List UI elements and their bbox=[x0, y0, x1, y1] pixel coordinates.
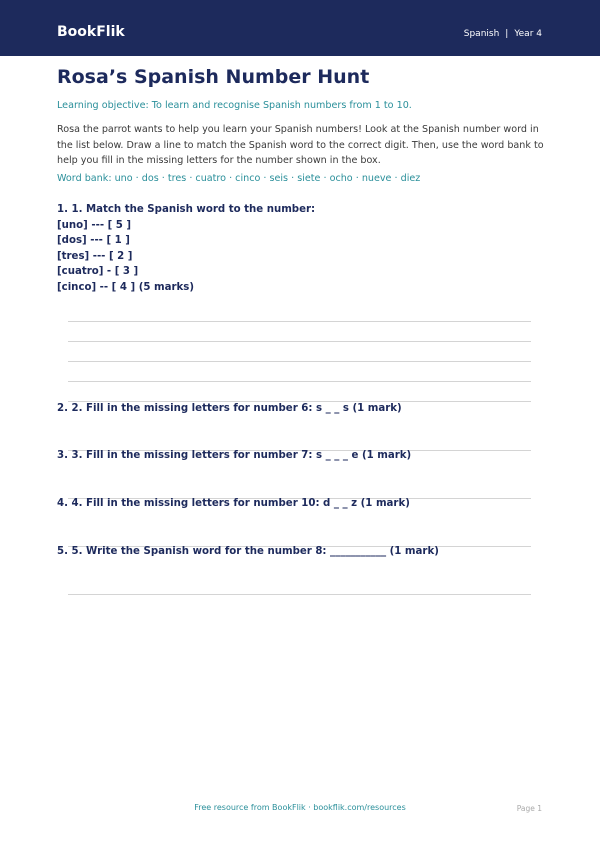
worksheet-title: Rosa’s Spanish Number Hunt bbox=[57, 66, 370, 88]
question-1 bbox=[57, 202, 315, 296]
answer-line[interactable] bbox=[68, 361, 531, 362]
brand-logo: BookFlik bbox=[57, 24, 125, 40]
header-separator: | bbox=[505, 29, 509, 39]
header-meta bbox=[464, 28, 542, 40]
match-line: [tres] --- [ 2 ] bbox=[57, 250, 133, 262]
match-line: [cinco] -- [ 4 ] (5 marks) bbox=[57, 281, 195, 293]
question-4: 4. 4. Fill in the missing letters for number 10: d _ _ z (1 mark) bbox=[57, 498, 410, 509]
word-bank: Word bank: uno · dos · tres · cuatro · cinco · seis · siete · ocho · nueve · diez bbox=[57, 173, 421, 184]
answer-line[interactable] bbox=[68, 341, 531, 342]
subject-label: Spanish bbox=[463, 29, 500, 39]
question-2: 2. 2. Fill in the missing letters for number 6: s _ _ s (1 mark) bbox=[57, 403, 402, 414]
learning-objective: Learning objective: To learn and recognise Spanish numbers from 1 to 10. bbox=[57, 100, 412, 111]
answer-line[interactable] bbox=[68, 381, 531, 382]
answer-line[interactable] bbox=[68, 594, 531, 595]
year-label: Year 4 bbox=[514, 29, 542, 39]
footer-credit: Free resource from BookFlik · bookflik.com/resources bbox=[194, 803, 406, 812]
answer-line[interactable] bbox=[68, 321, 531, 322]
page-number: Page 1 bbox=[516, 804, 542, 813]
match-line: [cuatro] - [ 3 ] bbox=[57, 266, 139, 278]
intro-text: Rosa the parrot wants to help you learn your Spanish numbers! Look at the Spanish number word in the list below. Draw a line to match the Spanish word to the correct digit. Then, use the word bank to help you fill in the missing letters for the number shown in the box. bbox=[57, 124, 544, 166]
question-3: 3. 3. Fill in the missing letters for number 7: s _ _ _ e (1 mark) bbox=[57, 450, 412, 461]
match-line: [uno] --- [ 5 ] bbox=[57, 219, 132, 231]
question-5: 5. 5. Write the Spanish word for the number 8: ___________ (1 mark) bbox=[57, 546, 439, 557]
question-1-prompt: 1. 1. Match the Spanish word to the number: bbox=[57, 204, 316, 215]
page-header bbox=[0, 0, 600, 56]
match-line: [dos] --- [ 1 ] bbox=[57, 235, 130, 247]
